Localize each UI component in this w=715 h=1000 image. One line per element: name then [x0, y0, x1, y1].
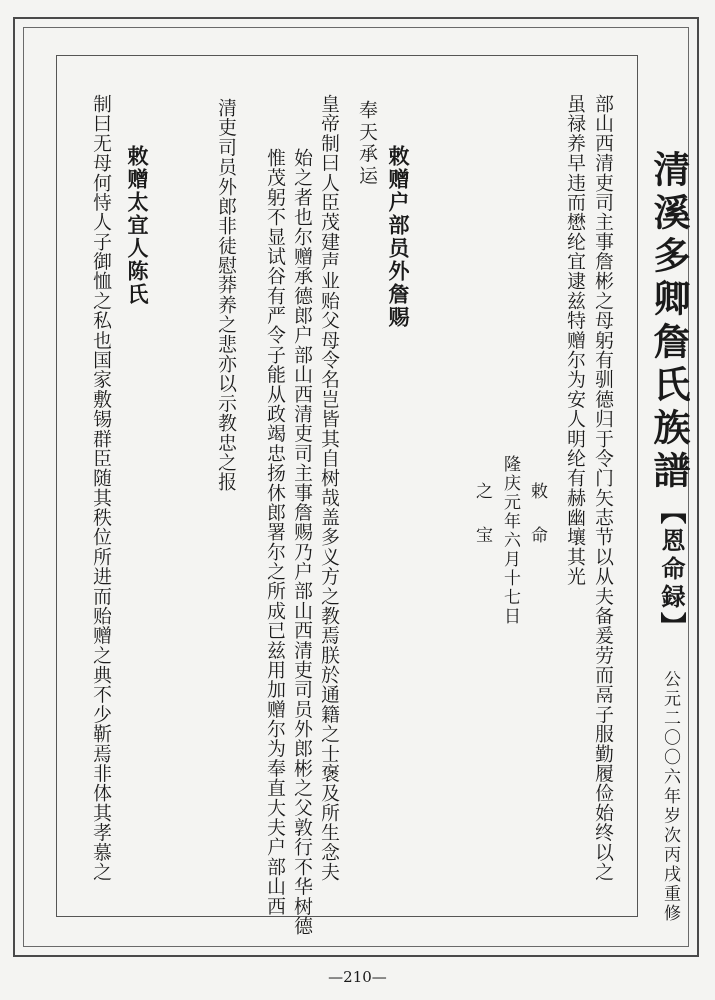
repair-note: 公元二〇〇六年岁次丙戌重修	[660, 670, 680, 924]
section-label-block: 【恩命録】	[656, 498, 686, 642]
book-title: 清溪多卿詹氏族譜	[647, 150, 691, 494]
fengtian-chengyun: 奉天承运	[356, 100, 377, 188]
page-number: —210—	[328, 968, 387, 986]
left-text-col1: 制曰无母何恃人子御恤之私也国家敷锡群臣随其秩位所进而贻赠之典不少靳焉非体其孝慕之	[90, 94, 111, 882]
right-text-col1: 部山西清吏司主事詹彬之母躬有驯德归于令门矢志节以从夫备爰劳而鬲子服勤履俭始终以之	[592, 94, 613, 882]
seal-bottom: 之 宝	[472, 482, 492, 548]
middle-heading: 敕赠户部员外詹赐	[386, 145, 411, 329]
seal-top: 敕 命	[527, 482, 547, 548]
right-text-col2: 虽禄养早违而懋纶宜逮兹特赠尔为安人明纶有赫幽壤其光	[564, 94, 585, 587]
section-label: 恩命録	[657, 528, 686, 612]
middle-text-col2: 始之者也尔赠承德郎户部山西清吏司主事詹赐乃户部山西清吏司员外郎彬之父敦行不华树德	[291, 148, 312, 936]
middle-text-col3: 惟茂躬不显试谷有严令子能从政竭忠扬休郎署尔之所成已兹用加赠尔为奉直大夫户部山西	[264, 148, 285, 916]
left-heading: 敕赠太宜人陈氏	[125, 145, 150, 306]
middle-text-col1: 皇帝制曰人臣茂建声业贻父母令名岂皆其自树哉盖多义方之教焉朕於通籍之士褒及所生念夫	[318, 94, 339, 882]
middle-text-col4: 清吏司员外郎非徒慰莽养之悲亦以示教忠之报	[215, 98, 236, 492]
decree-date: 隆庆元年六月十七日	[500, 455, 520, 626]
